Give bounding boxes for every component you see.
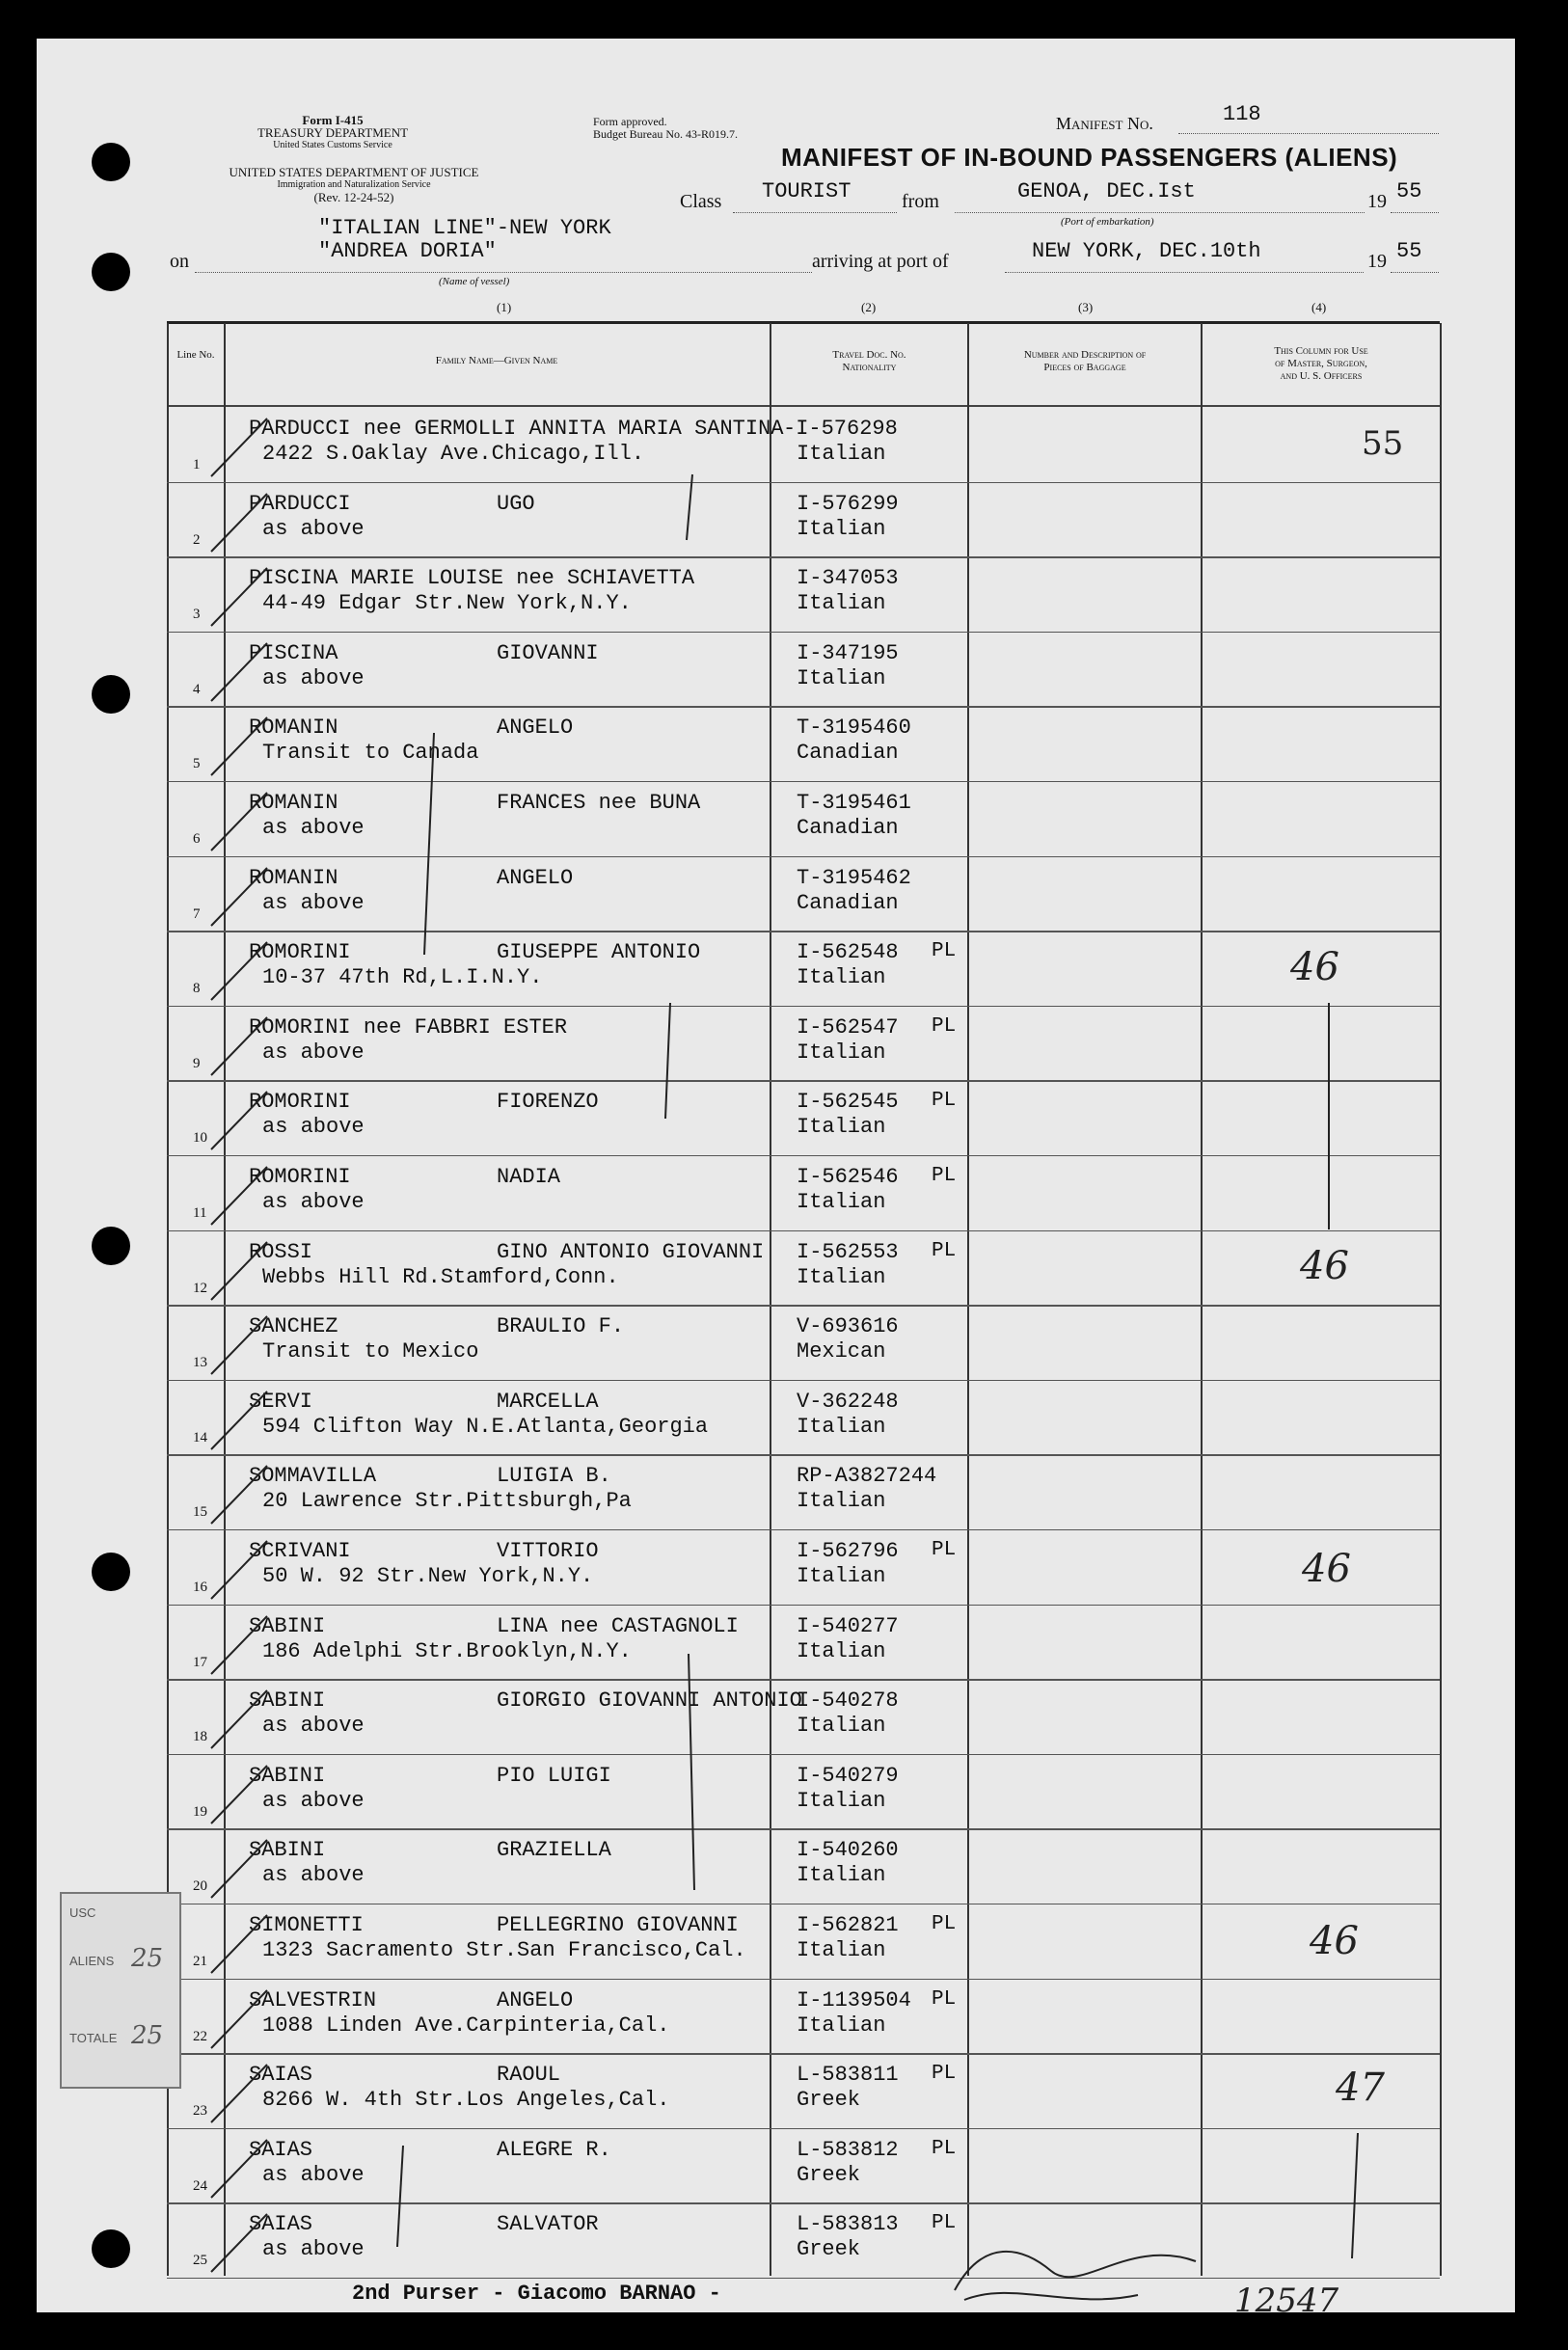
pl-code: PL bbox=[932, 1987, 957, 2011]
address-line: 10-37 47th Rd,L.I.N.Y. bbox=[262, 965, 543, 990]
given-name: MARCELLA bbox=[497, 1389, 599, 1414]
class-label: Class bbox=[680, 191, 722, 212]
year-2: 55 bbox=[1396, 239, 1422, 263]
line-number: 24 bbox=[193, 2177, 207, 2194]
from-label: from bbox=[902, 191, 939, 212]
line-number: 25 bbox=[193, 2253, 207, 2269]
nationality: Italian bbox=[797, 1489, 886, 1514]
header-officers-1: This Column for Use bbox=[1274, 345, 1368, 357]
travel-doc-no: I-576299 bbox=[797, 491, 899, 516]
hw-mark-row21: 46 bbox=[1310, 1919, 1359, 1963]
header-officers-3: and U. S. Officers bbox=[1280, 370, 1363, 382]
line-number: 11 bbox=[193, 1205, 207, 1221]
manifest-no-label: Manifest No. bbox=[1056, 114, 1153, 133]
travel-doc-no: I-562546 bbox=[797, 1165, 899, 1189]
line-number: 21 bbox=[193, 1954, 207, 1969]
travel-doc-no: I-562547 bbox=[797, 1014, 899, 1040]
travel-doc-no: -I-576298 bbox=[783, 417, 898, 441]
address-line: as above bbox=[262, 1788, 365, 1813]
family-name: ROMORINI nee FABBRI ESTER bbox=[249, 1014, 568, 1040]
year-prefix-1: 19 bbox=[1367, 191, 1387, 212]
address-line: as above bbox=[262, 816, 365, 840]
justice-dept: UNITED STATES DEPARTMENT OF JUSTICE bbox=[229, 165, 479, 179]
given-name: FRANCES nee BUNA bbox=[497, 791, 701, 815]
family-name: ROMANIN bbox=[249, 791, 338, 815]
family-name: SALVESTRIN bbox=[249, 1987, 377, 2012]
travel-doc-no: V-362248 bbox=[797, 1389, 899, 1414]
family-name: SANCHEZ bbox=[249, 1314, 338, 1339]
nationality: Italian bbox=[797, 591, 886, 616]
line-number: 20 bbox=[193, 1878, 207, 1895]
travel-doc-no: V-693616 bbox=[797, 1314, 899, 1339]
vessel-name-label: (Name of vessel) bbox=[439, 276, 510, 287]
given-name: VITTORIO bbox=[497, 1539, 599, 1563]
line-number: 2 bbox=[193, 531, 201, 548]
nationality: Canadian bbox=[797, 890, 899, 915]
address-line: 50 W. 92 Str.New York,N.Y. bbox=[262, 1564, 594, 1588]
given-name: ANGELO bbox=[497, 1987, 574, 2012]
nationality: Canadian bbox=[797, 816, 899, 840]
arriving-label: arriving at port of bbox=[812, 251, 949, 272]
nationality: Italian bbox=[797, 442, 886, 466]
line-number: 5 bbox=[193, 756, 201, 772]
customs-service: United States Customs Service bbox=[273, 140, 392, 150]
given-name: PELLEGRINO GIOVANNI bbox=[497, 1913, 739, 1937]
hw-pen-stroke bbox=[689, 1654, 694, 1890]
travel-doc-no: RP-A3827244 bbox=[797, 1464, 937, 1489]
header-baggage-1: Number and Description of bbox=[1023, 349, 1147, 361]
line-number: 13 bbox=[193, 1355, 207, 1371]
travel-doc-no: I-540260 bbox=[797, 1838, 899, 1863]
stamp-total-label: TOTALE bbox=[69, 2031, 118, 2045]
address-line: as above bbox=[262, 890, 365, 915]
form-approved: Form approved. bbox=[593, 115, 667, 128]
hw-mark-row23: 47 bbox=[1336, 2066, 1385, 2110]
address-line: 186 Adelphi Str.Brooklyn,N.Y. bbox=[262, 1638, 632, 1663]
class-value: TOURIST bbox=[762, 179, 852, 203]
family-name: SABINI bbox=[249, 1613, 326, 1638]
pl-code: PL bbox=[932, 1239, 957, 1262]
address-line: as above bbox=[262, 2162, 365, 2187]
nationality: Greek bbox=[797, 2237, 861, 2262]
line-number: 9 bbox=[193, 1055, 201, 1071]
given-name: SALVATOR bbox=[497, 2212, 599, 2237]
col-num-1: (1) bbox=[497, 300, 512, 314]
line-number: 18 bbox=[193, 1729, 207, 1745]
col-num-2: (2) bbox=[861, 300, 877, 314]
address-line: as above bbox=[262, 1040, 365, 1065]
travel-doc-no: I-562796 bbox=[797, 1539, 899, 1563]
family-name: ROMORINI bbox=[249, 940, 351, 965]
given-name: PIO LUIGI bbox=[497, 1763, 611, 1788]
travel-doc-no: T-3195461 bbox=[797, 791, 911, 815]
travel-doc-no: L-583811 bbox=[797, 2063, 899, 2088]
nationality: Greek bbox=[797, 2088, 861, 2113]
travel-doc-no: I-347195 bbox=[797, 640, 899, 665]
header-officers-2: of Master, Surgeon, bbox=[1275, 358, 1367, 369]
stamp-usc: USC bbox=[69, 1905, 96, 1920]
pl-code: PL bbox=[932, 2137, 957, 2160]
travel-doc-no: L-583813 bbox=[797, 2212, 899, 2237]
address-line: as above bbox=[262, 516, 365, 541]
address-line: as above bbox=[262, 1714, 365, 1739]
given-name: LUIGIA B. bbox=[497, 1464, 611, 1489]
nationality: Italian bbox=[797, 1040, 886, 1065]
pl-code: PL bbox=[932, 1090, 957, 1113]
from-value: GENOA, DEC.Ist bbox=[1017, 179, 1196, 203]
year-prefix-2: 19 bbox=[1367, 251, 1387, 272]
nationality: Greek bbox=[797, 2162, 861, 2187]
pl-code: PL bbox=[932, 1014, 957, 1038]
line-number: 15 bbox=[193, 1504, 207, 1521]
on-label: on bbox=[170, 251, 189, 272]
nationality: Italian bbox=[797, 1714, 886, 1739]
nationality: Italian bbox=[797, 1788, 886, 1813]
line-number: 7 bbox=[193, 905, 201, 922]
travel-doc-no: I-562553 bbox=[797, 1239, 899, 1264]
stamp-aliens-label: ALIENS bbox=[69, 1954, 115, 1968]
stamp-aliens-value: 25 bbox=[131, 1944, 164, 1973]
hw-mark-row8: 46 bbox=[1290, 945, 1339, 989]
address-line: Webbs Hill Rd.Stamford,Conn. bbox=[262, 1264, 619, 1289]
family-name: SCRIVANI bbox=[249, 1539, 351, 1563]
line-number: 19 bbox=[193, 1803, 207, 1820]
vessel-line-2: "ANDREA DORIA" bbox=[318, 239, 497, 263]
vessel-line-1: "ITALIAN LINE"-NEW YORK bbox=[318, 216, 611, 240]
nationality: Italian bbox=[797, 1863, 886, 1888]
family-name: SABINI bbox=[249, 1688, 326, 1714]
form-number: Form I-415 bbox=[302, 113, 364, 127]
family-name: PARDUCCI nee GERMOLLI ANNITA MARIA SANTINA bbox=[249, 417, 784, 441]
address-line: 1323 Sacramento Str.San Francisco,Cal. bbox=[262, 1938, 746, 1962]
travel-doc-no: I-1139504 bbox=[797, 1987, 911, 2012]
family-name: SABINI bbox=[249, 1838, 326, 1863]
travel-doc-no: I-562821 bbox=[797, 1913, 899, 1937]
nationality: Italian bbox=[797, 1564, 886, 1588]
manifest-title: MANIFEST OF IN-BOUND PASSENGERS (ALIENS) bbox=[781, 143, 1398, 172]
family-name: PARDUCCI bbox=[249, 491, 351, 516]
manifest-no-value: 118 bbox=[1223, 102, 1261, 126]
revision: (Rev. 12-24-52) bbox=[313, 190, 394, 204]
line-number: 16 bbox=[193, 1580, 207, 1595]
line-number: 4 bbox=[193, 681, 201, 697]
given-name: GIORGIO GIOVANNI ANTONIO bbox=[497, 1688, 802, 1714]
address-line: as above bbox=[262, 2237, 365, 2262]
header-travel-doc-1: Travel Doc. No. bbox=[832, 349, 906, 361]
line-number: 14 bbox=[193, 1429, 207, 1445]
hw-mark-row16: 46 bbox=[1302, 1547, 1351, 1591]
address-line: 20 Lawrence Str.Pittsburgh,Pa bbox=[262, 1489, 632, 1514]
treasury-dept: TREASURY DEPARTMENT bbox=[257, 125, 409, 140]
given-name: GIUSEPPE ANTONIO bbox=[497, 940, 701, 965]
hw-signature bbox=[964, 2293, 1138, 2300]
given-name: BRAULIO F. bbox=[497, 1314, 625, 1339]
header-line-no: Line No. bbox=[176, 349, 215, 361]
given-name: UGO bbox=[497, 491, 535, 516]
line-number: 12 bbox=[193, 1280, 207, 1296]
hw-mark-footer: 12547 bbox=[1234, 2282, 1339, 2320]
nationality: Italian bbox=[797, 1264, 886, 1289]
given-name: ANGELO bbox=[497, 865, 574, 890]
travel-doc-no: I-540277 bbox=[797, 1613, 899, 1638]
family-name: ROMANIN bbox=[249, 865, 338, 890]
nationality: Italian bbox=[797, 1190, 886, 1214]
family-name: SAIAS bbox=[249, 2063, 313, 2088]
line-number: 6 bbox=[193, 831, 201, 847]
given-name: ALEGRE R. bbox=[497, 2137, 611, 2162]
address-line: Transit to Mexico bbox=[262, 1339, 479, 1364]
travel-doc-no: I-562548 bbox=[797, 940, 899, 965]
nationality: Italian bbox=[797, 1115, 886, 1140]
line-number: 22 bbox=[193, 2028, 207, 2044]
header-baggage-2: Pieces of Baggage bbox=[1043, 362, 1126, 373]
hw-bracket-line bbox=[1352, 2133, 1358, 2258]
budget-bureau: Budget Bureau No. 43-R019.7. bbox=[593, 127, 738, 141]
travel-doc-no: L-583812 bbox=[797, 2137, 899, 2162]
port-embark-label: (Port of embarkation) bbox=[1061, 216, 1154, 228]
line-number: 10 bbox=[193, 1130, 207, 1147]
line-number: 1 bbox=[193, 457, 201, 473]
pl-code: PL bbox=[932, 1539, 957, 1561]
family-name: PISCINA bbox=[249, 640, 338, 665]
address-line: 2422 S.Oaklay Ave.Chicago,Ill. bbox=[262, 442, 645, 466]
address-line: as above bbox=[262, 1190, 365, 1214]
ins-service: Immigration and Naturalization Service bbox=[277, 179, 431, 190]
arriving-value: NEW YORK, DEC.10th bbox=[1032, 239, 1261, 263]
address-line: as above bbox=[262, 1115, 365, 1140]
purser-signature-line: 2nd Purser - Giacomo BARNAO - bbox=[352, 2282, 721, 2306]
col-num-3: (3) bbox=[1078, 300, 1094, 314]
travel-doc-no: I-347053 bbox=[797, 566, 899, 591]
nationality: Italian bbox=[797, 2012, 886, 2038]
nationality: Italian bbox=[797, 1638, 886, 1663]
hw-mark-row1: 55 bbox=[1362, 424, 1404, 463]
travel-doc-no: T-3195462 bbox=[797, 865, 911, 890]
hw-pen-stroke bbox=[424, 733, 434, 955]
hw-pen-stroke bbox=[687, 474, 692, 540]
given-name: LINA nee CASTAGNOLI bbox=[497, 1613, 739, 1638]
pl-code: PL bbox=[932, 2063, 957, 2086]
given-name: ANGELO bbox=[497, 716, 574, 741]
family-name: ROMANIN bbox=[249, 716, 338, 741]
hw-mark-row12: 46 bbox=[1300, 1244, 1349, 1288]
hw-signature bbox=[955, 2252, 1196, 2290]
family-name: SIMONETTI bbox=[249, 1913, 364, 1937]
given-name: NADIA bbox=[497, 1165, 561, 1189]
line-number: 3 bbox=[193, 607, 201, 623]
travel-doc-no: I-540279 bbox=[797, 1763, 899, 1788]
stamp-total-value: 25 bbox=[131, 2021, 164, 2050]
year-1: 55 bbox=[1396, 179, 1422, 203]
family-name: ROSSI bbox=[249, 1239, 313, 1264]
given-name: FIORENZO bbox=[497, 1090, 599, 1115]
travel-doc-no: T-3195460 bbox=[797, 716, 911, 741]
header-travel-doc-2: Nationality bbox=[842, 362, 897, 373]
family-name: PISCINA MARIE LOUISE nee SCHIAVETTA bbox=[249, 566, 695, 591]
nationality: Italian bbox=[797, 1414, 886, 1439]
address-line: 44-49 Edgar Str.New York,N.Y. bbox=[262, 591, 632, 616]
given-name: GRAZIELLA bbox=[497, 1838, 611, 1863]
nationality: Italian bbox=[797, 665, 886, 690]
hw-pen-stroke bbox=[665, 1003, 670, 1119]
header-name: Family Name—Given Name bbox=[435, 355, 558, 366]
given-name: GINO ANTONIO GIOVANNI bbox=[497, 1239, 765, 1264]
nationality: Mexican bbox=[797, 1339, 886, 1364]
aliens-count-stamp bbox=[60, 1892, 181, 2089]
family-name: ROMORINI bbox=[249, 1090, 351, 1115]
col-num-4: (4) bbox=[1311, 300, 1327, 314]
travel-doc-no: I-540278 bbox=[797, 1688, 899, 1714]
nationality: Italian bbox=[797, 516, 886, 541]
address-line: 8266 W. 4th Str.Los Angeles,Cal. bbox=[262, 2088, 670, 2113]
line-number: 17 bbox=[193, 1654, 207, 1670]
address-line: 594 Clifton Way N.E.Atlanta,Georgia bbox=[262, 1414, 709, 1439]
line-number: 8 bbox=[193, 981, 201, 997]
family-name: SERVI bbox=[249, 1389, 313, 1414]
pl-code: PL bbox=[932, 1165, 957, 1187]
pl-code: PL bbox=[932, 940, 957, 963]
family-name: ROMORINI bbox=[249, 1165, 351, 1189]
family-name: SOMMAVILLA bbox=[249, 1464, 377, 1489]
nationality: Italian bbox=[797, 965, 886, 990]
line-number: 23 bbox=[193, 2103, 207, 2120]
pl-code: PL bbox=[932, 2212, 957, 2235]
pl-code: PL bbox=[932, 1913, 957, 1935]
nationality: Italian bbox=[797, 1938, 886, 1962]
nationality: Canadian bbox=[797, 741, 899, 766]
given-name: GIOVANNI bbox=[497, 640, 599, 665]
address-line: as above bbox=[262, 665, 365, 690]
address-line: as above bbox=[262, 1863, 365, 1888]
address-line: 1088 Linden Ave.Carpinteria,Cal. bbox=[262, 2012, 670, 2038]
given-name: RAOUL bbox=[497, 2063, 561, 2088]
travel-doc-no: I-562545 bbox=[797, 1090, 899, 1115]
family-name: SABINI bbox=[249, 1763, 326, 1788]
hw-pen-stroke bbox=[397, 2146, 403, 2247]
family-name: SAIAS bbox=[249, 2212, 313, 2237]
address-line: Transit to Canada bbox=[262, 741, 479, 766]
family-name: SAIAS bbox=[249, 2137, 313, 2162]
